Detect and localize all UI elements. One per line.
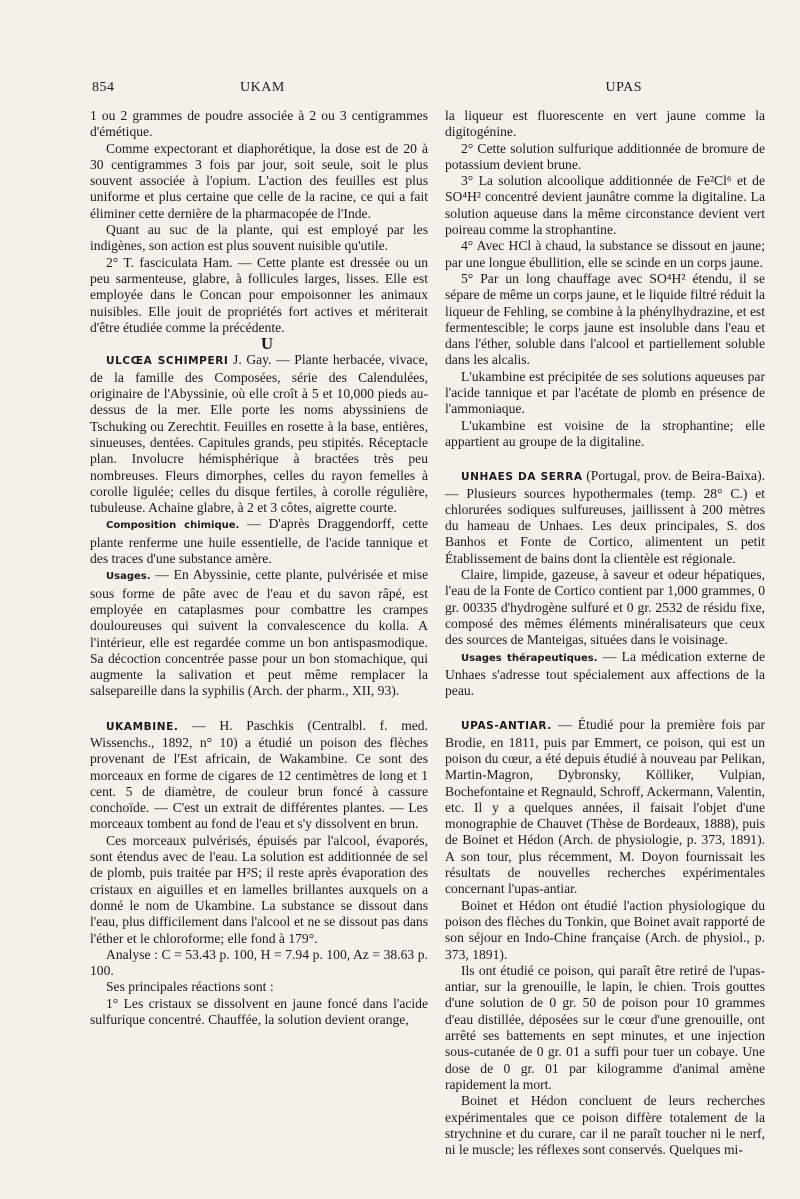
paragraph: 4° Avec HCl à chaud, la substance se dissout en jaune; par une longue ébullition, elle se scinde en un corps jaune. xyxy=(445,238,765,270)
entry-text: — Étudié pour la première fois par Brodie, en 1811, puis par Emmert, ce poison, qui est un poison du cœur, a été depuis étudié à nouveau par Pelikan, Martin-Magron, Dybronsky, Kölliker, Vulpian, Bochefontaine et Regnauld, Schroff, Ackermann, Valentin, etc. Il y a quelques années, il faisait l'objet d'une monographie de Chauvet (Thèse de Bordeaux, 1888), puis de Boinet et Hédon (Arch. de physiologie, p. 373, 1891). A son tour, plus récemment, M. Doyon fournissait les résultats de nouvelles recherches expérimentales concernant l'upas-antiar. xyxy=(445,717,765,897)
entry-ukambine xyxy=(90,718,428,833)
entry-headword: UNHAES DA SERRA xyxy=(461,471,583,484)
paragraph: 2° T. fasciculata Ham. — Cette plante est dressée ou un peu sarmenteuse, glabre, à follicules larges, lisses. Elle est employée dans le Concan pour empoisonner les animaux nuisibles. Elle jouit de propriétés fort actives et mériterait d'être étudiée comme la précédente. xyxy=(90,254,428,335)
section-letter: U xyxy=(260,334,274,354)
subsection-text: — En Abyssinie, cette plante, pulvérisée et mise sous forme de pâte avec de l'eau et du savon râpé, est employée en cataplasmes pour combattre les crampes douloureuses qui suivent la convalescence du kolla. A l'intérieur, elle est regardée comme un bon antispasmodique. Sa décoction concentrée passe pour un bon stomachique, qui augmente la salivation et peut même remplacer la salsepareille dans la syphilis (Arch. der pharm., XII, 93). xyxy=(90,567,429,699)
paragraph: Boinet et Hédon concluent de leurs recherches expérimentales que ce poison diffère totalement de la strychnine et du curare, car il ne paraît toucher ni le nerf, ni le muscle; les réflexes sont conservés. Quelques mi- xyxy=(445,1093,765,1158)
entry-headword: ULCŒA SCHIMPERI xyxy=(106,355,229,368)
paragraph: 3° La solution alcoolique additionnée de Fe²Cl⁶ et de SO⁴H² concentré devient jaunâtre comme la digitaline. La solution aqueuse dans la même circonstance devient vert poireau comme la strophantine. xyxy=(445,173,765,238)
paragraph: Comme expectorant et diaphorétique, la dose est de 20 à 30 centigrammes 3 fois par jour, soit seule, soit le plus souvent associée à l'opium. L'action des feuilles est plus uniforme et plus certaine que celle de la racine, ce qui a fait éliminer cette dernière de la pharmacopée de l'Inde. xyxy=(90,140,428,221)
entry-text: — H. Paschkis (Centralbl. f. med. Wissenchs., 1892, n° 10) a étudié un poison des flèches provenant de l'Est africain, de Wakambine. Ce sont des morceaux en forme de cigares de 12 centimètres de long et 1 cent. 5 de diamètre, de couleur brun foncé à cassure conchoïde. — C'est un extrait de différentes plantes. — Les morceaux tombent au fond de l'eau et s'y dissolvent en brun. xyxy=(90,717,428,832)
subsection-composition xyxy=(90,516,428,567)
entry-text: J. Gay. — Plante herbacée, vivace, de la famille des Composées, série des Calendulées, originaire de l'Abyssinie, où elle croît à 5 et 10,000 pieds au-dessus de la mer. Elle porte les noms abyssiniens de Tschuking ou Zerechtit. Feuilles en rosette à la base, entières, sinueuses, dentées. Capitules grands, peu stipités. Réceptacle plan. Involucre hémisphérique à bractées très peu nombreuses. Fleurs dimorphes, celles du rayon femelles à corolle ligulée; celles du disque fertiles, à corolle régulière, tubuleuse. Achaine glabre, à 2 et 3 côtes, aigrette courte. xyxy=(90,352,429,516)
subsection-text: — D'après Draggendorff, cette plante renferme une huile essentielle, de l'acide tannique et des traces d'une substance amère. xyxy=(90,516,428,567)
subsection-text: — La médication externe de Unhaes s'adresse tout spécialement aux affections de la peau. xyxy=(445,648,765,699)
paragraph: Ces morceaux pulvérisés, épuisés par l'alcool, évaporés, sont étendus avec de l'eau. La solution est additionnée de sel de plomb, puis traitée par H²S; il reste après évaporation des cristaux en aiguilles et en lamelles brillantes auxquels on a donné le nom de Ukambine. La substance se dissout dans l'eau, plus difficilement dans l'alcool et ne se dissout pas dans l'éther et le chloroforme; elle fond à 179°. xyxy=(90,832,428,946)
page-header xyxy=(92,80,762,104)
left-column xyxy=(90,108,428,1028)
entry-upas-antiar xyxy=(445,717,765,897)
subsection-usages-therapeutiques xyxy=(445,649,765,700)
entry-headword: UKAMBINE. xyxy=(106,720,179,733)
subsection-heading: Usages thérapeutiques. xyxy=(461,652,598,664)
paragraph: Ils ont étudié ce poison, qui paraît être retiré de l'upas-antiar, sur la grenouille, le lapin, le chien. Trois gouttes d'une solution de 0 gr. 50 de poison pour 10 grammes d'eau distillée, déposées sur le cœur d'une grenouille, ont arrêté ses battements en sept minutes, et une injection sous-cutanée de 0 gr. 01 a suffi pour tuer un cobaye. Une dose de 0 gr. 01 par kilogramme d'animal amène rapidement la mort. xyxy=(445,962,765,1092)
paragraph: Claire, limpide, gazeuse, à saveur et odeur hépatiques, l'eau de la Fonte de Cortico contient par 1,000 grammes, 0 gr. 00335 d'hydrogène sulfuré et 0 gr. 2532 de résidu fixe, composé des mêmes éléments minéralisateurs que ceux des sources de Manteigas, situées dans le voisinage. xyxy=(445,567,765,648)
paragraph: L'ukambine est précipitée de ses solutions aqueuses par l'acide tannique et par l'acétate de plomb en présence de l'ammoniaque. xyxy=(445,368,765,417)
entry-text: (Portugal, prov. de Beira-Baixa). — Plusieurs sources hypothermales (temp. 28° C.) et chlorurées sodiques sulfureuses, jaillissent à 200 mètres du hameau de Unhaes. Les deux principales, S. dos Banhos et Fonte de Cortico, alimentent un petit Établissement de bains dont la clientèle est régionale. xyxy=(445,468,766,566)
entry-unhaes xyxy=(445,468,765,567)
paragraph: 1 ou 2 grammes de poudre associée à 2 ou 3 centigrammes d'émétique. xyxy=(90,108,428,140)
paragraph: Analyse : C = 53.43 p. 100, H = 7.94 p. 100, Az = 38.63 p. 100. xyxy=(90,946,428,979)
paragraph: Quant au suc de la plante, qui est employé par les indigènes, son action est plus souvent nuisible qu'utile. xyxy=(90,222,428,254)
right-column xyxy=(445,108,765,1158)
paragraph: la liqueur est fluorescente en vert jaune comme la digitogénine. xyxy=(445,108,765,140)
paragraph: Boinet et Hédon ont étudié l'action physiologique du poison des flèches du Tonkin, que Boinet avait rapporté de son séjour en Indo-Chine française (Arch. de physiol., p. 373, 1891). xyxy=(445,897,765,962)
paragraph: 2° Cette solution sulfurique additionnée de bromure de potassium devient brune. xyxy=(445,140,765,172)
running-head-left: UKAM xyxy=(240,80,285,95)
paragraph: 1° Les cristaux se dissolvent en jaune foncé dans l'acide sulfurique concentré. Chauffée, la solution devient orange, xyxy=(90,995,428,1028)
page-number: 854 xyxy=(92,80,115,95)
entry-ulcoea xyxy=(90,352,428,516)
entry-headword: UPAS-ANTIAR. xyxy=(461,720,552,733)
subsection-usages xyxy=(90,567,428,699)
paragraph: 5° Par un long chauffage avec SO⁴H² étendu, il se sépare de même un corps jaune, et le liquide filtré réduit la liqueur de Fehling, se combine à la phénylhydrazine, et est fermentescible; le corps jaune est insoluble dans l'eau et dans l'éther, soluble dans l'alcool et partiellement soluble dans les alcalis. xyxy=(445,270,765,368)
paragraph: L'ukambine est voisine de la strophantine; elle appartient au groupe de la digitaline. xyxy=(445,417,765,449)
subsection-heading: Usages. xyxy=(106,571,151,583)
running-head-right: UPAS xyxy=(605,80,642,95)
paragraph: Ses principales réactions sont : xyxy=(106,979,274,995)
subsection-heading: Composition chimique. xyxy=(106,520,240,532)
